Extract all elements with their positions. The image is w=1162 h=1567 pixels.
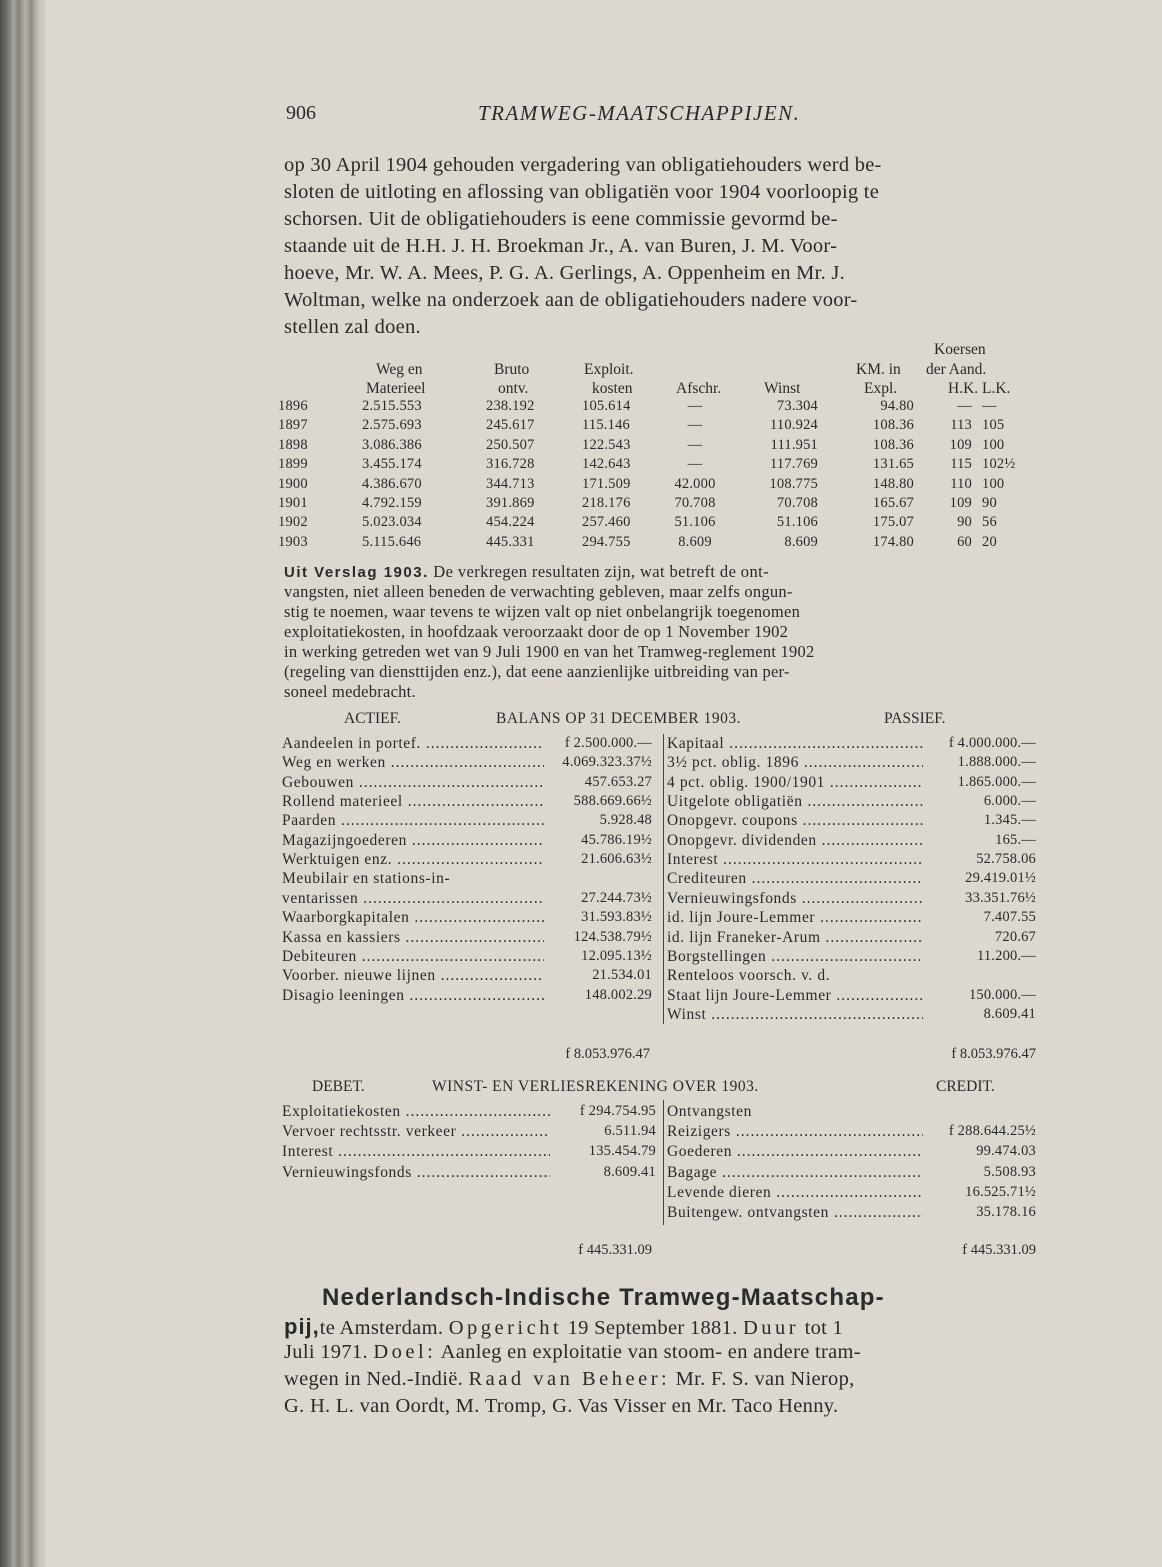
ledger-label-text: Bagage ..... <box>667 1164 923 1181</box>
ledger-label <box>667 1143 923 1161</box>
table-cell-km: 165.67 <box>872 495 914 511</box>
ledger-label <box>282 1103 550 1121</box>
ledger-label <box>282 812 544 830</box>
ledger-label <box>667 851 923 869</box>
table-cell-afschr: — <box>687 456 703 473</box>
intro-line: stellen zal doen. <box>284 316 421 338</box>
ledger-value: f 4.000.000.— <box>948 735 1036 751</box>
ledger-label-text: Renteloos voorsch. v. d. <box>667 967 831 985</box>
header-expl: Expl. <box>864 380 898 397</box>
ledger-label <box>282 890 544 908</box>
ledger-value: 148.002.29 <box>584 986 652 1003</box>
ledger-label-text: Debiteuren ..... <box>282 948 544 965</box>
table-cell-afschr: 42.000 <box>674 475 716 492</box>
table-cell-winst: 110.924 <box>770 417 818 434</box>
table-cell-km: 94.80 <box>880 398 914 414</box>
ledger-label <box>667 948 923 966</box>
table-cell-afschr: — <box>687 417 703 434</box>
ledger-value: 21.534.01 <box>592 967 652 984</box>
table-cell-lk: — <box>982 398 997 414</box>
ledger-value: 12.095.13½ <box>581 947 652 964</box>
table-cell-km: 148.80 <box>872 475 914 492</box>
header-kosten: kosten <box>592 380 633 397</box>
ledger-value: 1.865.000.— <box>957 773 1036 790</box>
header-exploit: Exploit. <box>584 361 634 378</box>
ledger-label-text: Reizigers ..... <box>667 1123 923 1140</box>
verslag-heading: Uit Verslag 1903. <box>284 564 429 581</box>
header-winst: Winst <box>764 380 801 397</box>
header-hk-lk: H.K. L.K. <box>948 380 1011 397</box>
verslag-line: exploitatiekosten, in hoofdzaak veroorzaakt door de op 1 November 1902 <box>284 622 789 641</box>
ledger-label-text: Gebouwen ..... <box>282 774 544 791</box>
table-cell-weg: 4.792.159 <box>362 495 422 511</box>
pl-debet-heading: DEBET. <box>312 1078 365 1095</box>
table-cell-lk: 20 <box>982 533 997 550</box>
table-cell-afschr: 51.106 <box>674 514 716 531</box>
table-cell-exploit: 105.614 <box>582 398 631 414</box>
table-cell-hk: 115 <box>950 456 972 473</box>
table-cell-hk: 109 <box>949 436 972 453</box>
table-cell-weg: 5.023.034 <box>362 514 422 531</box>
ledger-label-text: Rollend materieel ..... <box>282 793 544 810</box>
pl-total-credit: f 445.331.09 <box>962 1242 1036 1258</box>
ledger-label-text: Interest ..... <box>282 1143 550 1160</box>
pl-divider <box>663 1100 664 1225</box>
ledger-label <box>667 1103 923 1121</box>
intro-line: Woltman, welke na onderzoek aan de obligatiehouders nadere voor- <box>284 289 858 311</box>
table-cell-weg: 5.115.646 <box>362 533 422 550</box>
table-cell-bruto: 238.192 <box>486 398 535 414</box>
intro-line: hoeve, Mr. W. A. Mees, P. G. A. Gerlings, A. Oppenheim en Mr. J. <box>284 262 845 284</box>
ledger-label <box>667 812 923 830</box>
entry-place: te Amsterdam. <box>319 1317 444 1339</box>
ledger-label <box>667 1123 923 1141</box>
table-cell-afschr: 8.609 <box>678 533 712 550</box>
ledger-label-text: 4 pct. oblig. 1900/1901 ..... <box>667 774 923 791</box>
ledger-label-text: Kassa en kassiers ..... <box>282 929 544 946</box>
table-cell-year: 1896 <box>278 398 308 414</box>
ledger-label <box>282 967 544 985</box>
entry-founded: 19 September 1881. <box>567 1317 738 1339</box>
ledger-label-text: id. lijn Joure-Lemmer ..... <box>667 909 923 926</box>
table-cell-lk: 56 <box>982 514 997 531</box>
balance-title: BALANS OP 31 DECEMBER 1903. <box>496 710 742 727</box>
entry-board: Mr. F. S. van Nierop, <box>675 1368 855 1390</box>
ledger-label-text: Interest ..... <box>667 851 923 868</box>
table-cell-winst: 8.609 <box>784 533 818 550</box>
ledger-value: 99.474.03 <box>976 1143 1036 1160</box>
table-cell-year: 1898 <box>278 436 308 453</box>
ledger-label-text: id. lijn Franeker-Arum ..... <box>667 929 923 946</box>
ledger-label <box>282 735 544 753</box>
table-cell-weg: 2.515.553 <box>362 398 422 414</box>
ledger-value: 8.609.41 <box>603 1163 656 1180</box>
table-cell-km: 108.36 <box>872 417 914 434</box>
verslag-first-text: De verkregen resultaten zijn, wat betreft de ont- <box>433 562 769 581</box>
ledger-value: 720.67 <box>994 928 1036 945</box>
table-cell-year: 1902 <box>278 514 308 531</box>
table-cell-exploit: 122.543 <box>582 436 631 453</box>
ledger-label-text: Waarborgkapitalen ..... <box>282 909 544 926</box>
entry-purpose: Aanleg en exploitatie van stoom- en andere tram- <box>440 1341 861 1363</box>
entry-title-end: pij, <box>284 1314 320 1339</box>
ledger-label <box>282 1143 550 1161</box>
entry-line-3 <box>284 1368 855 1391</box>
ledger-label-text: Exploitatiekosten ..... <box>282 1103 550 1120</box>
ledger-value: 31.593.83½ <box>581 909 652 926</box>
pl-credit-heading: CREDIT. <box>936 1078 995 1095</box>
ledger-value: 5.928.48 <box>599 812 652 829</box>
table-cell-bruto: 245.617 <box>486 417 535 434</box>
ledger-value: 35.178.16 <box>976 1204 1036 1220</box>
table-cell-winst: 111.951 <box>770 436 818 453</box>
table-cell-winst: 51.106 <box>776 514 818 531</box>
ledger-label <box>667 967 923 985</box>
ledger-value: 16.525.71½ <box>965 1183 1036 1200</box>
ledger-label-text: Vernieuwingsfonds ..... <box>667 890 923 907</box>
ledger-label <box>282 774 544 792</box>
table-cell-afschr: — <box>687 436 703 453</box>
entry-label-opgericht: Opgericht <box>448 1317 563 1339</box>
ledger-value: 4.069.323.37½ <box>562 754 652 771</box>
table-cell-km: 174.80 <box>872 533 914 550</box>
ledger-label-text: Meubilair en stations-in- <box>282 870 451 888</box>
table-cell-winst: 108.775 <box>769 475 818 492</box>
entry-line-2 <box>284 1341 861 1364</box>
ledger-label-text: Ontvangsten <box>667 1103 752 1120</box>
balance-actief-heading: ACTIEF. <box>344 710 401 727</box>
ledger-value: 11.200.— <box>976 947 1036 964</box>
table-cell-winst: 70.708 <box>776 495 818 511</box>
ledger-label-text: Weg en werken ..... <box>282 754 544 771</box>
header-materieel: Materieel <box>366 380 426 397</box>
table-cell-lk: 105 <box>982 417 1005 434</box>
ledger-label-text: Borgstellingen ..... <box>667 948 923 965</box>
table-cell-bruto: 454.224 <box>486 514 535 531</box>
ledger-value: 33.351.76½ <box>965 889 1036 906</box>
ledger-value: 45.786.19½ <box>581 831 652 848</box>
ledger-value: 7.407.55 <box>983 909 1036 926</box>
ledger-label <box>282 870 544 888</box>
ledger-value: 21.606.63½ <box>581 851 652 868</box>
ledger-label <box>667 929 923 947</box>
table-cell-lk: 100 <box>982 436 1005 453</box>
header-km: KM. in <box>856 361 901 378</box>
ledger-label <box>282 909 544 927</box>
table-cell-lk: 90 <box>982 495 997 511</box>
ledger-label <box>282 1164 550 1182</box>
table-cell-exploit: 171.509 <box>582 475 631 492</box>
table-cell-lk: 102½ <box>982 456 1016 473</box>
table-cell-hk: 110 <box>950 475 972 492</box>
ledger-label-text: Goederen ..... <box>667 1143 923 1160</box>
ledger-value: 29.419.01½ <box>965 870 1036 887</box>
book-spine-edge <box>0 0 46 1567</box>
ledger-label-text: Werktuigen enz. ..... <box>282 851 544 868</box>
header-weg: Weg en <box>376 361 423 378</box>
table-cell-km: 175.07 <box>872 514 914 531</box>
table-cell-hk: 109 <box>949 495 972 511</box>
table-cell-hk: — <box>957 398 972 414</box>
table-cell-exploit: 294.755 <box>582 533 631 550</box>
verslag-line: in werking getreden wet van 9 Juli 1900 en van het Tramweg-reglement 1902 <box>284 642 815 661</box>
entry-line-4: G. H. L. van Oordt, M. Tromp, G. Vas Visser en Mr. Taco Henny. <box>284 1395 839 1417</box>
ledger-value: 5.508.93 <box>983 1163 1036 1180</box>
entry-purpose-end: wegen in Ned.-Indië. <box>284 1368 464 1390</box>
ledger-value: f 288.644.25½ <box>948 1123 1036 1140</box>
entry-duration-end: Juli 1971. <box>284 1341 368 1363</box>
ledger-value: 6.000.— <box>983 793 1036 810</box>
ledger-value: 165.— <box>995 831 1036 848</box>
ledger-label <box>667 1164 923 1182</box>
ledger-value: 135.454.79 <box>588 1143 656 1160</box>
ledger-value: 1.345.— <box>983 812 1036 829</box>
intro-line: sloten de uitloting en aflossing van obligatiën voor 1904 voorloopig te <box>284 181 880 203</box>
ledger-label-text: Winst ..... <box>667 1006 923 1023</box>
table-cell-afschr: — <box>687 398 703 414</box>
ledger-label-text: Paarden ..... <box>282 812 544 829</box>
verslag-line: vangsten, niet alleen beneden de verwachting gebleven, maar zelfs ongun- <box>284 582 793 601</box>
book-page <box>46 0 1162 1567</box>
table-cell-weg: 3.455.174 <box>362 456 422 473</box>
verslag-line: (regeling van diensttijden enz.), dat eene aanzienlijke uitbreiding van per- <box>284 662 790 681</box>
table-cell-exploit: 115.146 <box>582 417 630 434</box>
ledger-label <box>282 851 544 869</box>
entry-duration: tot 1 <box>804 1317 844 1339</box>
table-cell-hk: 113 <box>950 417 972 434</box>
ledger-label <box>282 987 544 1005</box>
ledger-value: 457.653.27 <box>584 773 652 790</box>
table-cell-bruto: 344.713 <box>486 475 535 492</box>
verslag-line: soneel medebracht. <box>284 682 416 701</box>
ledger-label-text: Kapitaal ..... <box>667 735 923 752</box>
ledger-value: 6.511.94 <box>604 1123 656 1140</box>
ledger-label <box>667 1184 923 1202</box>
table-cell-lk: 100 <box>982 475 1005 492</box>
ledger-label <box>282 1123 550 1141</box>
ledger-label <box>667 735 923 753</box>
entry-label-raad: Raad van Beheer: <box>468 1368 671 1390</box>
table-cell-winst: 73.304 <box>776 398 818 414</box>
ledger-label-text: Onopgevr. dividenden ..... <box>667 832 923 849</box>
table-cell-km: 131.65 <box>872 456 914 473</box>
ledger-label-text: Staat lijn Joure-Lemmer ..... <box>667 987 923 1004</box>
ledger-label-text: Vernieuwingsfonds ..... <box>282 1164 550 1181</box>
ledger-value: 8.609.41 <box>983 1005 1036 1022</box>
ledger-label <box>667 1006 923 1024</box>
table-cell-year: 1897 <box>278 417 308 434</box>
ledger-value: 150.000.— <box>968 986 1036 1003</box>
balance-total-passief: f 8.053.976.47 <box>951 1046 1036 1062</box>
ledger-label-text: Uitgelote obligatiën ..... <box>667 793 923 810</box>
table-cell-bruto: 391.869 <box>486 495 535 511</box>
table-cell-hk: 60 <box>957 533 972 550</box>
balance-total-actief: f 8.053.976.47 <box>565 1046 650 1062</box>
balance-passief-heading: PASSIEF. <box>884 710 946 727</box>
header-ontv: ontv. <box>498 380 529 397</box>
ledger-label <box>667 909 923 927</box>
entry-title: Nederlandsch-Indische Tramweg-Maatschap- <box>322 1284 885 1311</box>
ledger-label-text: Magazijngoederen ..... <box>282 832 544 849</box>
pl-total-debet: f 445.331.09 <box>578 1242 652 1258</box>
header-der-aand: der Aand. <box>926 361 987 378</box>
table-cell-winst: 117.769 <box>770 456 818 473</box>
balance-divider <box>663 734 664 1024</box>
entry-line-1 <box>284 1314 843 1340</box>
ledger-label <box>667 870 923 888</box>
ledger-label <box>667 774 923 792</box>
ledger-value: f 2.500.000.— <box>564 735 652 751</box>
entry-label-duur: Duur <box>743 1317 800 1339</box>
table-cell-afschr: 70.708 <box>674 495 716 511</box>
ledger-value: 1.888.000.— <box>957 754 1036 771</box>
table-cell-weg: 3.086.386 <box>362 436 422 453</box>
header-koersen: Koersen <box>934 341 986 358</box>
table-cell-bruto: 316.728 <box>486 456 535 473</box>
ledger-value: 124.538.79½ <box>573 928 652 945</box>
ledger-label <box>282 793 544 811</box>
table-cell-year: 1899 <box>278 456 308 473</box>
ledger-label-text: Crediteuren ..... <box>667 870 923 887</box>
table-cell-year: 1903 <box>278 533 308 550</box>
ledger-label <box>282 948 544 966</box>
ledger-label-text: Voorber. nieuwe lijnen ..... <box>282 967 544 984</box>
ledger-label <box>282 929 544 947</box>
ledger-value: 52.758.06 <box>976 851 1036 868</box>
table-cell-exploit: 218.176 <box>582 495 631 511</box>
intro-line: staande uit de H.H. J. H. Broekman Jr., A. van Buren, J. M. Voor- <box>284 235 838 257</box>
ledger-label-text: Disagio leeningen ..... <box>282 987 544 1004</box>
ledger-label <box>282 832 544 850</box>
table-cell-bruto: 445.331 <box>486 533 535 550</box>
ledger-value: f 294.754.95 <box>579 1103 656 1119</box>
table-cell-exploit: 142.643 <box>582 456 631 473</box>
ledger-label-text: ventarissen ..... <box>282 890 544 907</box>
ledger-label-text: 3½ pct. oblig. 1896 ..... <box>667 754 923 771</box>
running-head: TRAMWEG-MAATSCHAPPIJEN. <box>478 101 801 125</box>
ledger-label-text: Levende dieren ..... <box>667 1184 923 1201</box>
table-cell-bruto: 250.507 <box>486 436 535 453</box>
ledger-label-text: Vervoer rechtsstr. verkeer ..... <box>282 1123 550 1140</box>
page-number: 906 <box>286 102 316 124</box>
entry-label-doel: Doel: <box>373 1341 437 1363</box>
ledger-label <box>667 832 923 850</box>
header-afschr: Afschr. <box>676 380 722 397</box>
table-cell-km: 108.36 <box>872 436 914 453</box>
ledger-label <box>667 754 923 772</box>
ledger-label-text: Buitengew. ontvangsten ..... <box>667 1204 923 1221</box>
ledger-label <box>282 754 544 772</box>
ledger-value: 588.669.66½ <box>573 793 652 810</box>
table-cell-hk: 90 <box>957 514 972 531</box>
ledger-label <box>667 987 923 1005</box>
verslag-line: stig te noemen, waar tevens te wijzen valt op niet onbelangrijk toegenomen <box>284 602 801 621</box>
intro-line: op 30 April 1904 gehouden vergadering van obligatiehouders werd be- <box>284 154 882 176</box>
table-cell-year: 1900 <box>278 475 308 492</box>
ledger-label-text: Aandeelen in portef. ..... <box>282 735 544 752</box>
ledger-value: 27.244.73½ <box>581 889 652 906</box>
table-cell-year: 1901 <box>278 495 308 511</box>
verslag-line-first <box>284 562 769 582</box>
intro-line: schorsen. Uit de obligatiehouders is eene commissie gevormd be- <box>284 208 838 230</box>
ledger-label-text: Onopgevr. coupons ..... <box>667 812 923 829</box>
table-cell-weg: 4.386.670 <box>362 475 422 492</box>
header-bruto: Bruto <box>494 361 530 378</box>
table-cell-exploit: 257.460 <box>582 514 631 531</box>
ledger-label <box>667 890 923 908</box>
table-cell-weg: 2.575.693 <box>362 417 422 434</box>
pl-title: WINST- EN VERLIESREKENING OVER 1903. <box>432 1078 759 1095</box>
ledger-label <box>667 793 923 811</box>
ledger-label <box>667 1204 923 1222</box>
